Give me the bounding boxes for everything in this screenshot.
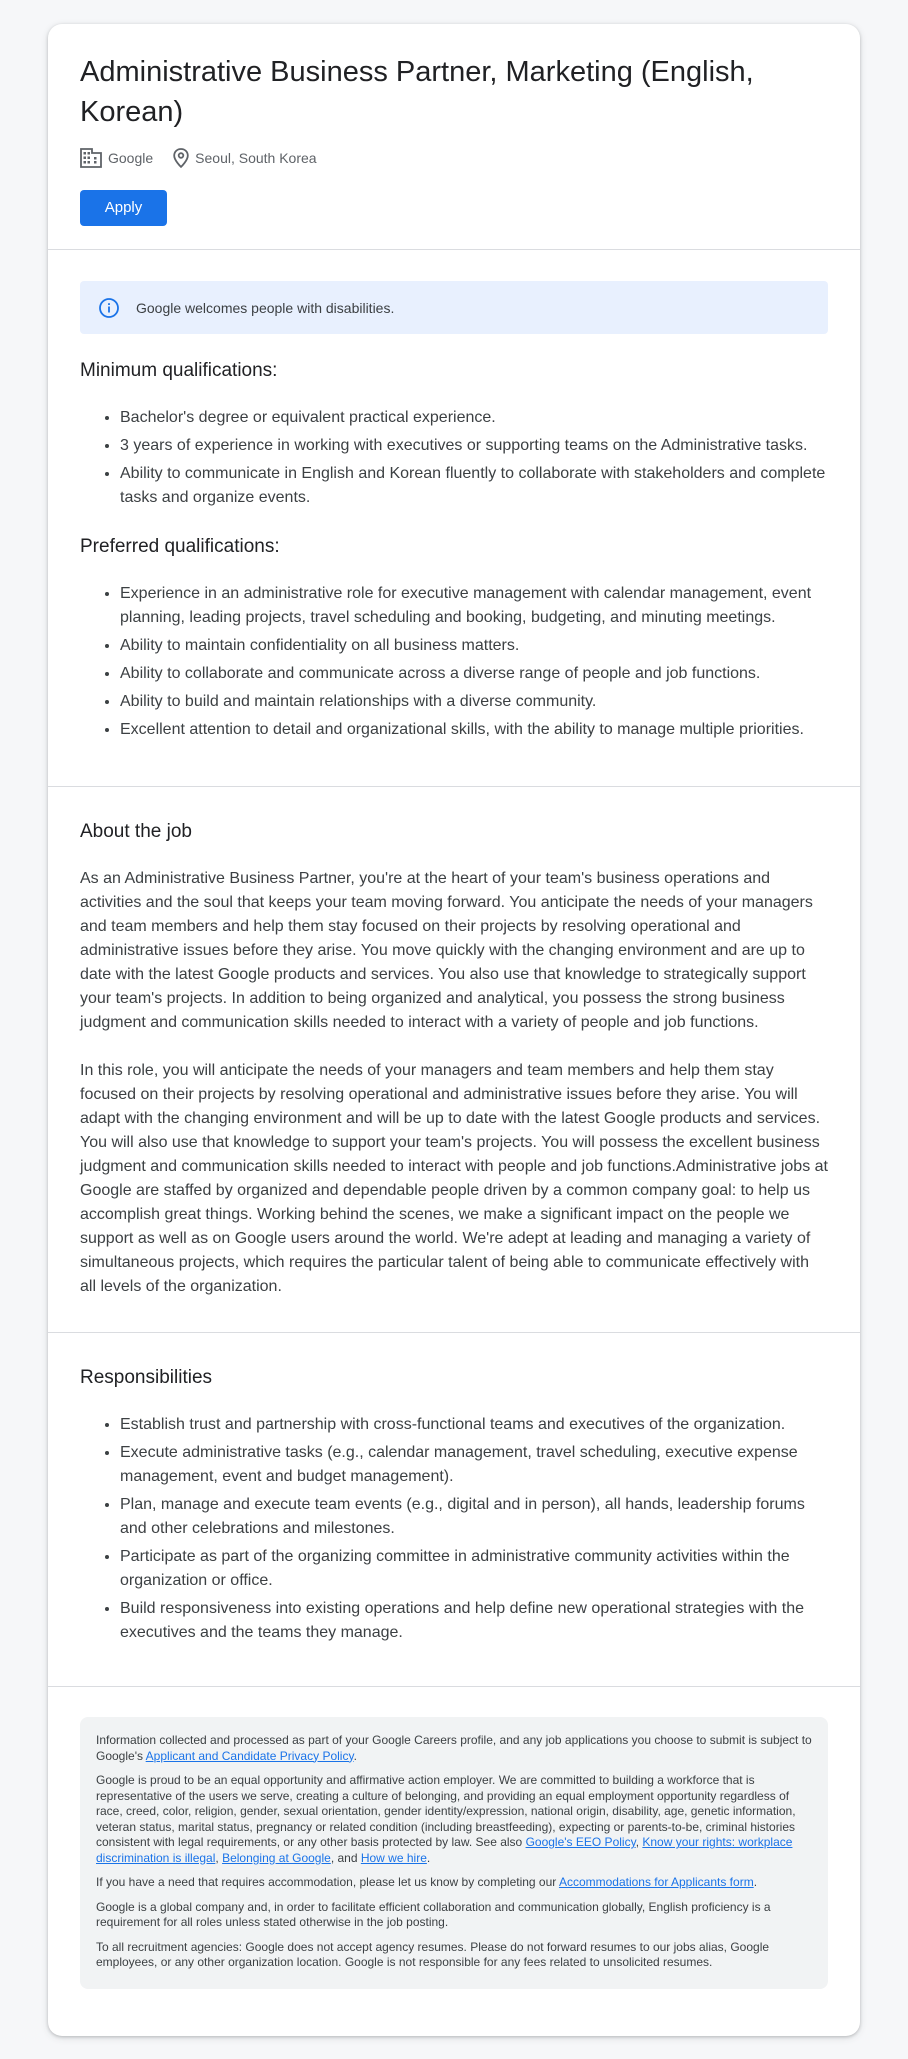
list-item: • Ability to maintain confidentiality on all business matters. bbox=[120, 634, 828, 658]
minimum-qualifications-heading: Minimum qualifications: bbox=[80, 360, 278, 381]
english-proficiency-notice: Google is a global company and, in order to facilitate efficient collaboration and communication globally, English proficiency is a requirement for all roles unless stated otherwise in the job posting. bbox=[96, 1899, 771, 1929]
job-detail-card bbox=[48, 24, 860, 2036]
company-info bbox=[80, 148, 153, 168]
accommodation-end: . bbox=[753, 1875, 758, 1889]
job-header bbox=[48, 24, 860, 249]
location-pin-icon bbox=[173, 148, 189, 168]
about-paragraph: As an Administrative Business Partner, you're at the heart of your team's business operations and activities and the soul that keeps your team moving forward. You anticipate the needs of your managers and team members and help them stay focused on their projects by resolving operational and administrative issues before they arise. You move quickly with the changing environment and are up to date with the latest Google products and services. You also use that knowledge to strategically support your team's projects. In addition to being organized and analytical, you possess the strong business judgment and communication skills needed to interact with a variety of people and job functions. bbox=[80, 870, 813, 1031]
how-we-hire-link[interactable]: How we hire bbox=[360, 1850, 427, 1865]
list-item: • Ability to communicate in English and Korean fluently to collaborate with stakeholders and complete tasks and organize events. bbox=[120, 462, 828, 510]
list-item: • Build responsiveness into existing operations and help define new operational strategies with the executives and the teams they manage. bbox=[120, 1597, 828, 1645]
list-item: • Establish trust and partnership with cross-functional teams and executives of the organization. bbox=[120, 1413, 828, 1437]
info-icon bbox=[98, 297, 120, 319]
eeo-notice bbox=[96, 1773, 812, 1866]
list-item: • Bachelor's degree or equivalent practical experience. bbox=[120, 406, 828, 430]
list-item: • Excellent attention to detail and organizational skills, with the ability to manage multiple priorities. bbox=[120, 718, 828, 742]
about-section bbox=[48, 787, 860, 1332]
preferred-qualifications-list bbox=[80, 582, 828, 742]
qualifications-section bbox=[48, 250, 860, 786]
list-item: • Ability to collaborate and communicate across a diverse range of people and job functions. bbox=[120, 662, 828, 686]
privacy-text: Information collected and processed as part of your Google Careers profile, and any job applications you choose to submit is subject to Google's bbox=[96, 1733, 812, 1763]
list-item: • Ability to build and maintain relationships with a diverse community. bbox=[120, 690, 828, 714]
job-meta bbox=[80, 146, 828, 170]
eeo-end: . bbox=[426, 1850, 431, 1865]
disability-notice bbox=[80, 281, 828, 334]
privacy-notice bbox=[96, 1733, 812, 1764]
list-item: • Experience in an administrative role for executive management with calendar management, event planning, leading projects, travel scheduling and booking, budgeting, and minuting meetings. bbox=[120, 582, 828, 630]
apply-button[interactable]: Apply bbox=[80, 190, 167, 226]
minimum-qualifications-list bbox=[80, 406, 828, 510]
about-paragraph: In this role, you will anticipate the needs of your managers and team members and help them stay focused on their projects by resolving operational and administrative issues before they arise. You will adapt with the changing environment and will be up to date with the latest Google products and services. You will also use that knowledge to support your team's projects. You will possess the excellent business judgment and communication skills needed to interact with people and job functions.Administrative jobs at Google are staffed by organized and dependable people driven by a common company goal: to help us accomplish great things. Working behind the scenes, we make a significant impact on the people we support as well as on Google users around the world. We're adept at leading and managing a variety of simultaneous projects, which requires the particular talent of being able to communicate effectively with all levels of the organization. bbox=[80, 1062, 828, 1295]
eeo-policy-link[interactable]: Google's EEO Policy bbox=[525, 1835, 636, 1849]
building-icon bbox=[80, 148, 102, 168]
legal-notice-box bbox=[80, 1717, 828, 1989]
agencies-notice: To all recruitment agencies: Google does not accept agency resumes. Please do not forward resumes to our jobs alias, Google employees, or any other organization location. Google is not responsible for any fees related to unsolicited resumes. bbox=[96, 1939, 770, 1969]
accommodation-text: If you have a need that requires accommodation, please let us know by completing our bbox=[96, 1875, 559, 1889]
privacy-policy-link[interactable]: Applicant and Candidate Privacy Policy bbox=[145, 1748, 354, 1763]
job-location: Seoul, South Korea bbox=[195, 150, 317, 166]
know-your-rights-link[interactable]: Know your rights: workplace discrimination is illegal bbox=[96, 1835, 793, 1865]
responsibilities-section bbox=[48, 1333, 860, 1686]
location-info bbox=[173, 148, 316, 168]
notice-text: Google welcomes people with disabilities. bbox=[136, 299, 395, 316]
responsibilities-heading: Responsibilities bbox=[80, 1367, 213, 1388]
list-item: • 3 years of experience in working with executives or supporting teams on the Administrative tasks. bbox=[120, 434, 828, 458]
list-item: • Plan, manage and execute team events (e.g., digital and in person), all hands, leadership forums and other celebrations and milestones. bbox=[120, 1493, 828, 1541]
preferred-qualifications-heading: Preferred qualifications: bbox=[80, 536, 280, 557]
company-name: Google bbox=[108, 150, 154, 166]
list-item: • Participate as part of the organizing committee in administrative community activities within the organization or office. bbox=[120, 1545, 828, 1593]
eeo-text: Google is proud to be an equal opportunity and affirmative action employer. We are committed to building a workforce that is representative of the users we serve, creating a culture of belonging, and providing an equal employment opportunity regardless of race, creed, color, religion, gender, sexual orientation, gender identity/expression, national origin, disability, age, genetic information, veteran status, marital status, pregnancy or related condition (including breastfeeding), expecting or parents-to-be, criminal histories consistent with legal requirements, or any other basis protected by law. See also bbox=[96, 1773, 796, 1849]
eeo-separator: , bbox=[215, 1850, 223, 1865]
responsibilities-list bbox=[80, 1413, 828, 1645]
eeo-separator: , bbox=[635, 1835, 643, 1849]
about-heading: About the job bbox=[80, 821, 192, 842]
accommodations-form-link[interactable]: Accommodations for Applicants form bbox=[558, 1875, 754, 1889]
job-title: Administrative Business Partner, Marketing (English, Korean) bbox=[80, 56, 754, 128]
belonging-link[interactable]: Belonging at Google bbox=[222, 1850, 331, 1865]
privacy-end: . bbox=[353, 1748, 357, 1763]
accommodation-notice bbox=[96, 1875, 812, 1891]
eeo-separator: , and bbox=[330, 1850, 361, 1865]
list-item: • Execute administrative tasks (e.g., calendar management, travel scheduling, executive expense management, event and budget management). bbox=[120, 1441, 828, 1489]
legal-footer bbox=[48, 1687, 860, 1989]
